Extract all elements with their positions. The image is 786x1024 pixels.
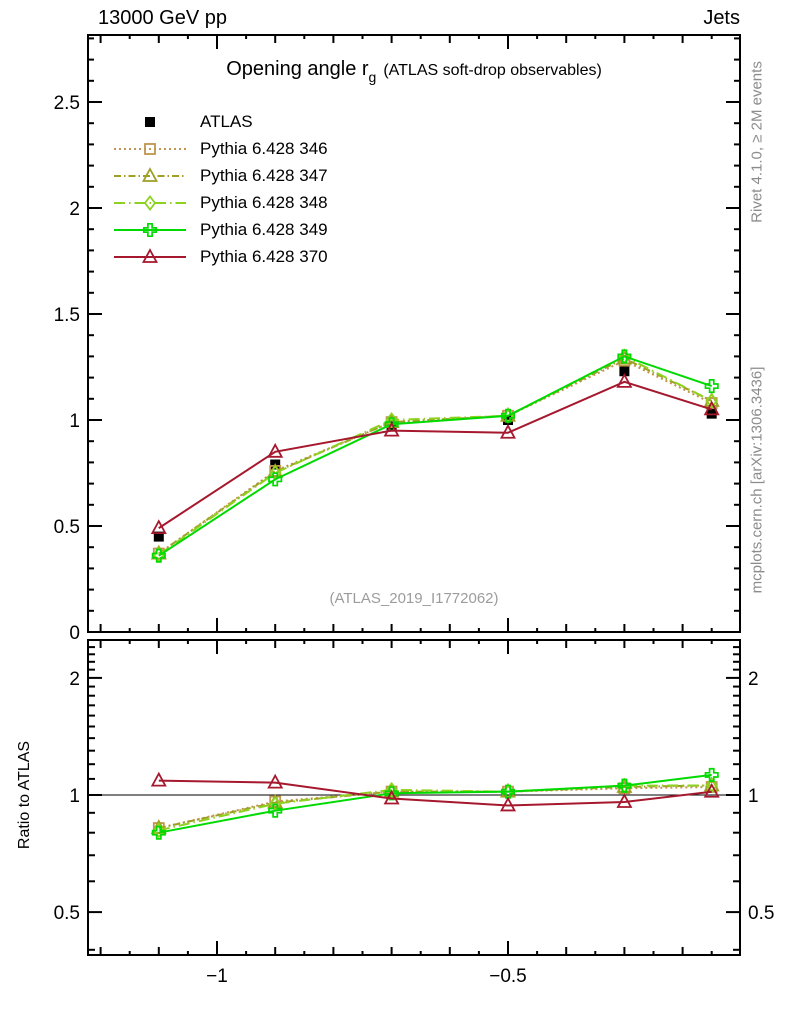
ratio-ytick-label-left: 1 (69, 786, 80, 807)
main-series-pythia-6-428-346 (154, 356, 717, 559)
xtick-label: −0.5 (489, 966, 527, 987)
xtick-label: −1 (206, 966, 228, 987)
legend-marker (112, 194, 188, 212)
main-series-pythia-6-428-349 (153, 350, 718, 562)
ratio-series-pythia-6-428-346 (154, 782, 717, 833)
series-line (159, 361, 712, 554)
analysis-id-watermark: (ATLAS_2019_I1772062) (329, 590, 499, 607)
legend-item-pythia-6-428-349 (112, 216, 328, 243)
series-line (159, 382, 712, 528)
legend-marker (112, 140, 188, 158)
main-ytick-label: 2.5 (53, 93, 80, 114)
legend-label: ATLAS (200, 111, 253, 131)
main-series-atlas (154, 366, 717, 541)
ratio-ytick-label-left: 0.5 (53, 903, 80, 925)
ratio-series-pythia-6-428-347 (152, 778, 718, 833)
legend-label: Pythia 6.428 370 (200, 246, 328, 266)
main-series-pythia-6-428-370 (152, 375, 718, 533)
beam-energy-label: 13000 GeV pp (98, 7, 227, 29)
legend-item-pythia-6-428-348 (112, 189, 328, 216)
ratio-ytick-label-right: 1 (748, 786, 759, 807)
legend-marker (112, 113, 188, 131)
legend-label: Pythia 6.428 349 (200, 219, 328, 239)
rivet-version-label: Rivet 4.1.0, ≥ 2M events (748, 61, 766, 223)
analysis-group-label: Jets (703, 7, 740, 29)
ratio-ytick-label-right: 0.5 (748, 903, 775, 925)
ratio-series-pythia-6-428-349 (153, 769, 718, 839)
main-series-pythia-6-428-347 (152, 352, 718, 559)
main-series-pythia-6-428-348 (154, 350, 717, 561)
marker-plus-open (706, 380, 718, 392)
ratio-ytick-label-left: 2 (69, 668, 80, 690)
ratio-ytick-label-right: 2 (748, 668, 759, 690)
legend-label: Pythia 6.428 347 (200, 165, 328, 185)
legend-item-atlas (112, 108, 328, 135)
ratio-panel-frame (88, 640, 740, 955)
main-ytick-label: 0 (69, 623, 80, 644)
ratio-axis-title: Ratio to ATLAS (16, 740, 33, 850)
legend-item-pythia-6-428-346 (112, 135, 328, 162)
legend-item-pythia-6-428-370 (112, 243, 328, 270)
plot-title-main: Opening angle r (226, 58, 369, 80)
legend-marker (112, 221, 188, 239)
mcplots-arxiv-label: mcplots.cern.ch [arXiv:1306.3436] (748, 366, 766, 594)
main-ytick-label: 0.5 (53, 517, 80, 538)
main-ytick-label: 2 (69, 199, 80, 220)
marker-square-filled (145, 117, 155, 127)
legend-marker (112, 167, 188, 185)
legend-label: Pythia 6.428 348 (200, 192, 328, 212)
plot-title (226, 58, 602, 85)
main-ytick-label: 1 (69, 411, 80, 432)
legend-item-pythia-6-428-347 (112, 162, 328, 189)
legend-marker (112, 248, 188, 266)
plot-title-parenthetical: (ATLAS soft-drop observables) (383, 62, 602, 79)
main-ytick-label: 1.5 (53, 305, 80, 326)
marker-triangle-open (152, 774, 165, 786)
series-line (159, 359, 712, 554)
legend (112, 108, 328, 270)
legend-label: Pythia 6.428 346 (200, 138, 328, 158)
plot-title-subscript: g (368, 69, 377, 85)
